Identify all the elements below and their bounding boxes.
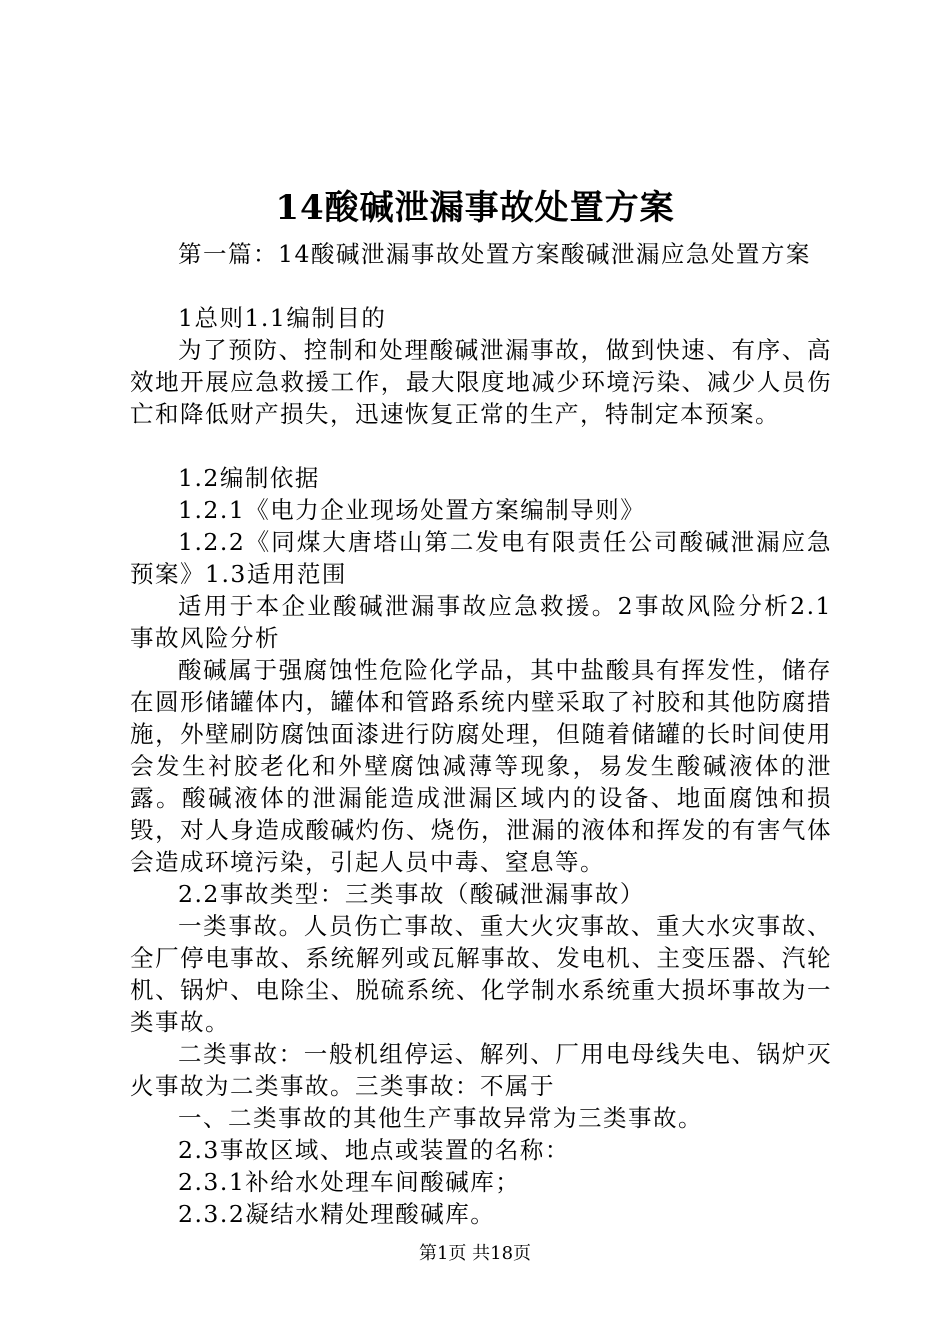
paragraph-purpose: 为了预防、控制和处理酸碱泄漏事故，做到快速、有序、高效地开展应急救援工作，最大限度地减少环境污染、减少人员伤亡和降低财产损失，迅速恢复正常的生产，特制定本预案。 [130,336,832,428]
paragraph-risk-analysis: 酸碱属于强腐蚀性危险化学品，其中盐酸具有挥发性，储存在圆形储罐体内，罐体和管路系统内壁采取了衬胶和其他防腐措施，外壁刷防腐蚀面漆进行防腐处理，但随着储罐的长时间使用会发生衬胶老化和外壁腐蚀减薄等现象，易发生酸碱液体的泄露。酸碱液体的泄漏能造成泄漏区域内的设备、地面腐蚀和损毁，对人身造成酸碱灼伤、烧伤，泄漏的液体和挥发的有害气体会造成环境污染，引起人员中毒、窒息等。 [130,656,832,876]
paragraph-class-one: 一类事故。人员伤亡事故、重大火灾事故、重大水灾事故、全厂停电事故、系统解列或瓦解事故、发电机、主变压器、汽轮机、锅炉、电除尘、脱硫系统、化学制水系统重大损坏事故为一类事故。 [130,912,832,1036]
document-title: 14酸碱泄漏事故处置方案 [275,188,675,228]
paragraph-basis-1: 1.2.1《电力企业现场处置方案编制导则》 [178,496,646,524]
paragraph-area-1: 2.3.1补给水处理车间酸碱库； [178,1168,521,1196]
paragraph-basis-2: 1.2.2《同煤大唐塔山第二发电有限责任公司酸碱泄漏应急预案》1.3适用范围 [130,528,832,588]
heading-basis: 1.2编制依据 [178,464,320,492]
paragraph-class-two: 二类事故：一般机组停运、解列、厂用电母线失电、锅炉灭火事故为二类事故。三类事故：不属于 [130,1040,832,1100]
heading-general-purpose: 1总则1.1编制目的 [178,304,387,332]
document-subtitle: 第一篇：14酸碱泄漏事故处置方案酸碱泄漏应急处置方案 [178,240,811,268]
heading-accident-area: 2.3事故区域、地点或装置的名称： [178,1136,570,1164]
paragraph-scope: 适用于本企业酸碱泄漏事故应急救援。2事故风险分析2.1事故风险分析 [130,592,832,652]
page-footer: 第1页 共18页 [418,1243,532,1264]
paragraph-area-2: 2.3.2凝结水精处理酸碱库。 [178,1200,496,1228]
paragraph-class-three: 一、二类事故的其他生产事故异常为三类事故。 [178,1104,703,1132]
heading-accident-type: 2.2事故类型：三类事故（酸碱泄漏事故） [178,880,645,908]
document-body [130,238,832,1230]
